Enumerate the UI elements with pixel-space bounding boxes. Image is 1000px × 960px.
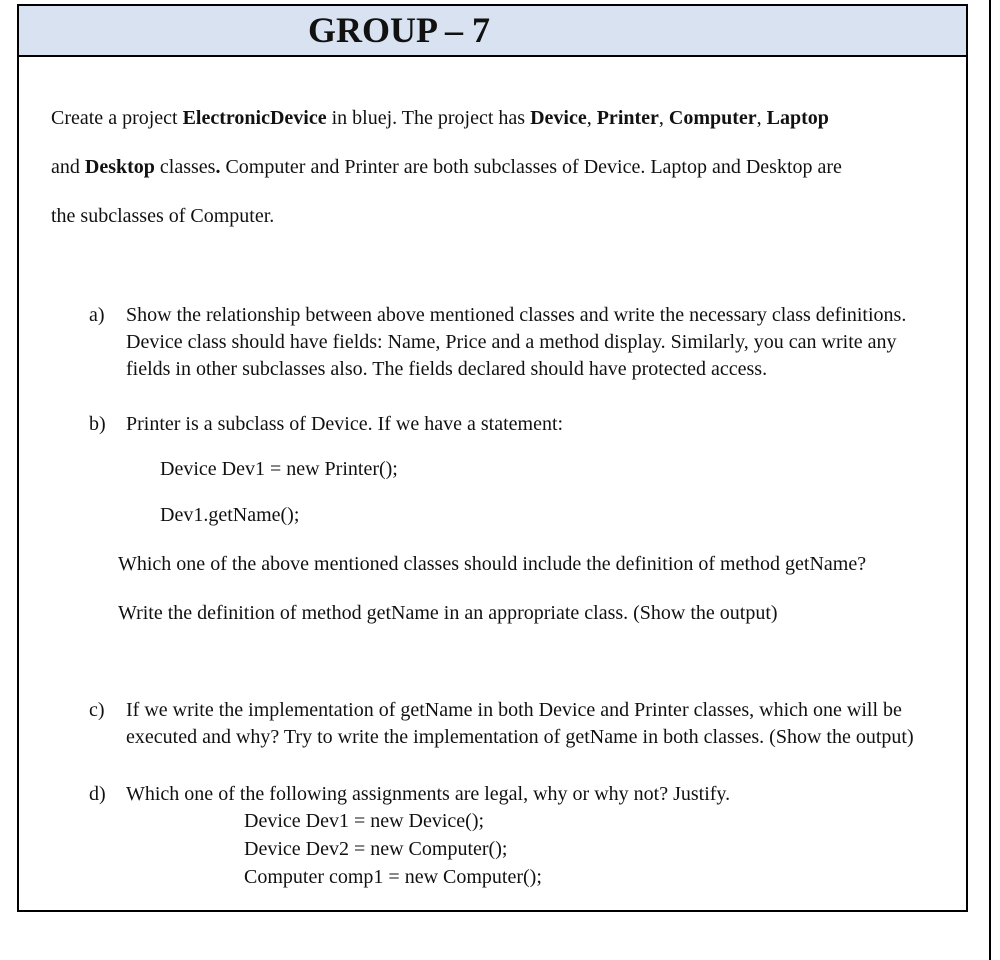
- class-name: Laptop: [766, 107, 829, 129]
- intro-text: .: [215, 156, 221, 178]
- question-c-line: If we write the implementation of getName in both Device and Printer classes, which one will be: [126, 699, 902, 721]
- code-statement: Computer comp1 = new Computer();: [244, 866, 542, 888]
- question-d-line: Which one of the following assignments are legal, why or why not? Justify.: [126, 783, 731, 805]
- question-a-line: fields in other subclasses also. The fields declared should have protected access.: [126, 358, 768, 380]
- question-b-followup: Which one of the above mentioned classes should include the definition of method getName?: [118, 553, 867, 575]
- class-name: Device: [530, 107, 587, 129]
- question-c-label: c): [89, 699, 105, 721]
- intro-text: ,: [658, 107, 669, 129]
- question-b-line: Printer is a subclass of Device. If we have a statement:: [126, 413, 564, 435]
- group-title: GROUP – 7: [308, 10, 491, 50]
- code-statement: Device Dev1 = new Device();: [244, 810, 485, 832]
- title-bar: [19, 6, 966, 57]
- intro-text: classes: [154, 156, 216, 178]
- intro-text: and: [51, 156, 85, 178]
- class-name: Desktop: [84, 156, 155, 178]
- question-a-line: Show the relationship between above mentioned classes and write the necessary class definitions.: [126, 304, 907, 326]
- class-name: Computer: [668, 107, 757, 129]
- question-a-label: a): [89, 304, 105, 326]
- question-b-followup: Write the definition of method getName in an appropriate class. (Show the output): [118, 602, 778, 624]
- intro-text: Computer and Printer are both subclasses of Device. Laptop and Desktop are: [220, 156, 842, 178]
- assignment-box: [17, 4, 968, 912]
- intro-text: Create a project: [51, 107, 183, 129]
- intro-line-3: the subclasses of Computer.: [51, 205, 275, 227]
- code-statement: Dev1.getName();: [160, 504, 300, 526]
- question-a-line: Device class should have fields: Name, Price and a method display. Similarly, you can write any: [126, 331, 897, 353]
- class-name: Printer: [596, 107, 659, 129]
- project-name: ElectronicDevice: [182, 107, 327, 129]
- page-edge-rule: [989, 0, 991, 960]
- question-c-line: executed and why? Try to write the implementation of getName in both classes. (Show the output): [126, 726, 914, 748]
- intro-text: ,: [586, 107, 597, 129]
- code-statement: Device Dev1 = new Printer();: [160, 458, 398, 480]
- question-b-label: b): [89, 413, 106, 435]
- intro-line-2: [51, 155, 842, 179]
- code-statement: Device Dev2 = new Computer();: [244, 838, 508, 860]
- intro-text: in bluej. The project has: [326, 107, 531, 129]
- question-d-label: d): [89, 783, 106, 805]
- intro-text: ,: [756, 107, 767, 129]
- intro-line-1: [51, 106, 829, 130]
